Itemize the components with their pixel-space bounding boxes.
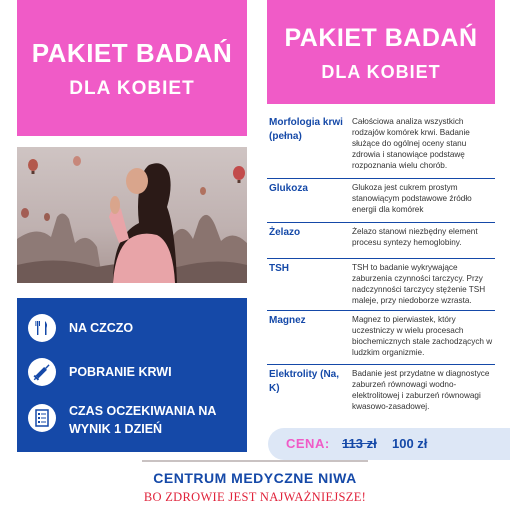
right-banner-title: PAKIET BADAŃ — [284, 24, 478, 52]
test-name: Żelazo — [269, 227, 301, 238]
info-label-waiting-time: CZAS OCZEKIWANIA NA WYNIK 1 DZIEŃ — [69, 404, 216, 436]
old-price: 113 zł — [342, 436, 377, 451]
woman-balloons-photo — [17, 147, 247, 283]
fork-knife-icon — [28, 314, 56, 342]
info-item-waiting-time — [17, 398, 247, 438]
test-name: Magnez — [269, 315, 306, 326]
syringe-icon — [28, 358, 56, 386]
test-row — [267, 178, 495, 223]
info-panel — [17, 298, 247, 452]
test-description: Magnez to pierwiastek, który uczestniczy w wielu procesach biochemicznych stale zachodzących w ludzkim organizmie. — [352, 315, 493, 357]
test-name: Elektrolity (Na, K) — [269, 369, 340, 394]
test-row — [267, 364, 495, 420]
balloon — [21, 208, 29, 218]
balloon — [200, 187, 206, 195]
new-price: 100 zł — [392, 436, 428, 451]
left-banner-subtitle: DLA KOBIET — [69, 78, 195, 99]
test-name: Glukoza — [269, 183, 308, 194]
test-name: TSH — [269, 263, 289, 274]
test-description: Glukoza jest cukrem prostym stanowiącym podstawowe źródło energii dla komórek — [352, 183, 472, 214]
info-item-fasting — [17, 308, 247, 348]
test-name: Morfologia krwi (pełna) — [269, 117, 343, 142]
footer-divider — [142, 460, 368, 462]
test-row — [267, 310, 495, 365]
test-description: Żelazo stanowi niezbędny element procesu syntezy hemoglobiny. — [352, 227, 478, 247]
photo-illustration — [17, 147, 247, 283]
balloon — [44, 213, 50, 221]
test-row — [267, 222, 495, 259]
info-label-fasting: NA CZCZO — [69, 321, 134, 335]
info-label-blood-draw: POBRANIE KRWI — [69, 365, 172, 379]
test-row — [267, 112, 495, 179]
left-banner — [17, 0, 247, 136]
info-item-blood-draw — [17, 352, 247, 392]
document-checklist-icon — [28, 404, 56, 432]
left-banner-title: PAKIET BADAŃ — [31, 38, 233, 68]
right-banner-subtitle: DLA KOBIET — [321, 62, 441, 82]
right-banner — [267, 0, 495, 104]
test-description: Badanie jest przydatne w diagnostyce zaburzeń równowagi wodno-elektrolitowej i zaburzeń równowagi kwasowo-zasadowej. — [352, 369, 490, 411]
test-row — [267, 258, 495, 311]
price-label: CENA: — [286, 436, 330, 451]
footer-brand: CENTRUM MEDYCZNE NIWA — [153, 470, 357, 486]
test-description: TSH to badanie wykrywające zaburzenia czynności tarczycy. Przy nadczynności tarczycy stężenie TSH maleje, przy niedoborze wzrasta. — [352, 263, 486, 305]
price-bar — [268, 428, 510, 460]
footer-slogan: BO ZDROWIE JEST NAJWAŻNIEJSZE! — [143, 490, 367, 504]
test-description: Całościowa analiza wszystkich rodzajów komórek krwi. Badanie służące do ogólnej oceny stanu zdrowia i stanowiące podstawę rozpoznania wielu chorób. — [352, 117, 470, 170]
balloon — [73, 156, 81, 166]
